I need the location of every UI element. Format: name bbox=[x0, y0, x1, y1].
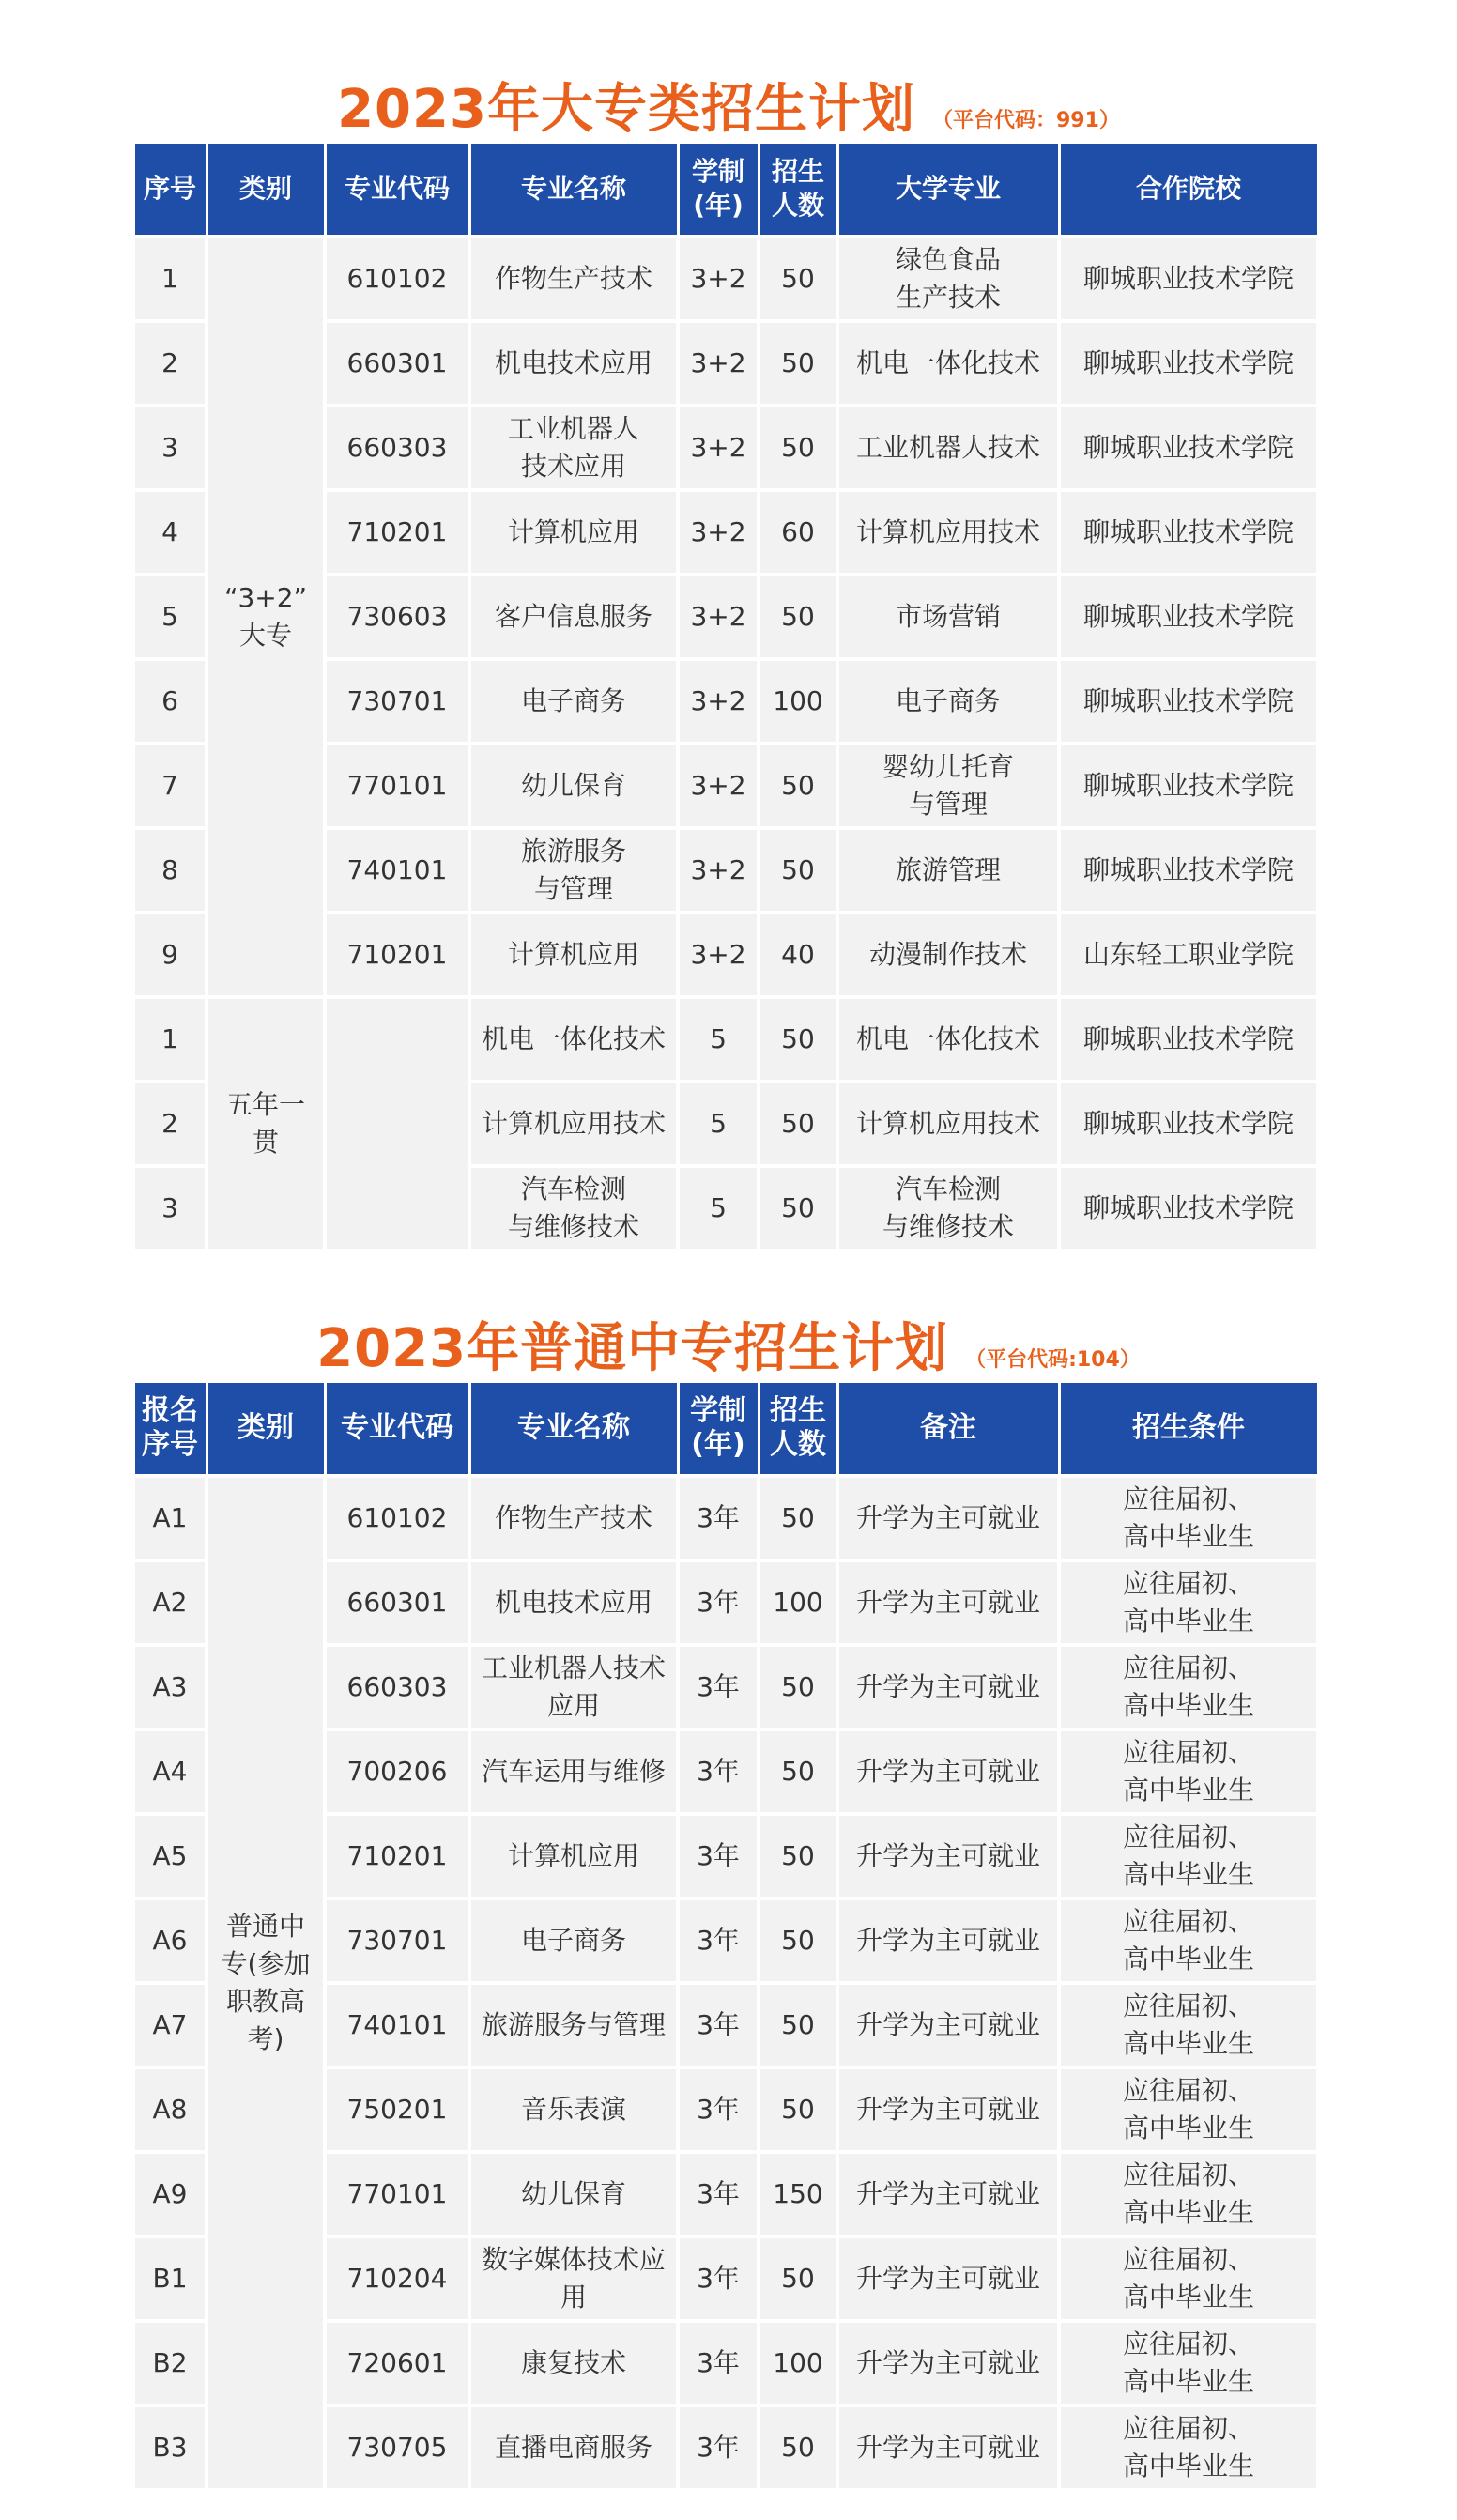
major-code-cell: 610102 bbox=[325, 237, 469, 321]
admission-condition-cell: 应往届初、 高中毕业生 bbox=[1059, 1645, 1318, 1729]
duration-cell: 3+2 bbox=[678, 406, 759, 490]
enrollment-cell: 50 bbox=[759, 1645, 837, 1729]
enrollment-cell: 60 bbox=[759, 490, 837, 575]
duration-cell: 3年 bbox=[678, 1476, 759, 1560]
row-number-cell: A6 bbox=[133, 1898, 207, 1983]
enrollment-cell: 50 bbox=[759, 828, 837, 913]
row-number-cell: 4 bbox=[133, 490, 207, 575]
row-number-cell: 9 bbox=[133, 913, 207, 997]
major-name-cell: 作物生产技术 bbox=[469, 237, 678, 321]
partner-college-cell: 聊城职业技术学院 bbox=[1059, 659, 1318, 744]
row-number-cell: B3 bbox=[133, 2405, 207, 2490]
major-name-cell: 旅游服务与管理 bbox=[469, 1983, 678, 2067]
duration-cell: 3年 bbox=[678, 2405, 759, 2490]
admission-condition-cell: 应往届初、 高中毕业生 bbox=[1059, 1476, 1318, 1560]
partner-college-cell: 聊城职业技术学院 bbox=[1059, 997, 1318, 1082]
major-code-cell: 610102 bbox=[325, 1476, 469, 1560]
header-cell: 序号 bbox=[133, 143, 207, 237]
header-cell: 大学专业 bbox=[837, 143, 1059, 237]
major-name-cell: 汽车检测 与维修技术 bbox=[469, 1166, 678, 1251]
admission-condition-cell: 应往届初、 高中毕业生 bbox=[1059, 1898, 1318, 1983]
header-cell: 专业代码 bbox=[325, 1382, 469, 1476]
duration-cell: 3+2 bbox=[678, 490, 759, 575]
duration-cell: 3+2 bbox=[678, 828, 759, 913]
row-number-cell: A9 bbox=[133, 2152, 207, 2236]
admission-condition-cell: 应往届初、 高中毕业生 bbox=[1059, 2152, 1318, 2236]
header-cell: 学制 (年) bbox=[678, 1382, 759, 1476]
table-header-row bbox=[133, 1382, 1318, 1476]
row-number-cell: 5 bbox=[133, 575, 207, 659]
university-major-cell: 电子商务 bbox=[837, 659, 1059, 744]
enrollment-cell: 40 bbox=[759, 913, 837, 997]
section1-platform-code: （平台代码：991） bbox=[931, 109, 1120, 132]
partner-college-cell: 聊城职业技术学院 bbox=[1059, 1082, 1318, 1166]
duration-cell: 3年 bbox=[678, 2067, 759, 2152]
major-code-cell: 710201 bbox=[325, 490, 469, 575]
major-name-cell: 工业机器人技术 应用 bbox=[469, 1645, 678, 1729]
duration-cell: 3年 bbox=[678, 2152, 759, 2236]
note-cell: 升学为主可就业 bbox=[837, 1560, 1059, 1645]
table-row bbox=[133, 237, 1318, 321]
major-name-cell: 幼儿保育 bbox=[469, 744, 678, 828]
major-name-cell: 计算机应用 bbox=[469, 490, 678, 575]
junior-college-plan-table bbox=[131, 141, 1320, 1252]
category-cell: 普通中 专(参加 职教高 考) bbox=[207, 1476, 325, 2490]
partner-college-cell: 聊城职业技术学院 bbox=[1059, 490, 1318, 575]
enrollment-cell: 50 bbox=[759, 1166, 837, 1251]
row-number-cell: 1 bbox=[133, 237, 207, 321]
partner-college-cell: 聊城职业技术学院 bbox=[1059, 237, 1318, 321]
enrollment-cell: 50 bbox=[759, 744, 837, 828]
major-name-cell: 汽车运用与维修 bbox=[469, 1729, 678, 1814]
major-code-cell: 660303 bbox=[325, 1645, 469, 1729]
major-code-cell: 730701 bbox=[325, 659, 469, 744]
duration-cell: 3+2 bbox=[678, 237, 759, 321]
partner-college-cell: 聊城职业技术学院 bbox=[1059, 744, 1318, 828]
duration-cell: 3年 bbox=[678, 1898, 759, 1983]
partner-college-cell: 聊城职业技术学院 bbox=[1059, 406, 1318, 490]
note-cell: 升学为主可就业 bbox=[837, 2152, 1059, 2236]
admission-condition-cell: 应往届初、 高中毕业生 bbox=[1059, 2405, 1318, 2490]
enrollment-cell: 50 bbox=[759, 321, 837, 406]
duration-cell: 5 bbox=[678, 997, 759, 1082]
university-major-cell: 市场营销 bbox=[837, 575, 1059, 659]
table-header-row bbox=[133, 143, 1318, 237]
header-cell: 专业名称 bbox=[469, 143, 678, 237]
admission-condition-cell: 应往届初、 高中毕业生 bbox=[1059, 2321, 1318, 2405]
duration-cell: 3年 bbox=[678, 1814, 759, 1898]
row-number-cell: 3 bbox=[133, 406, 207, 490]
major-name-cell: 直播电商服务 bbox=[469, 2405, 678, 2490]
header-cell: 合作院校 bbox=[1059, 143, 1318, 237]
university-major-cell: 动漫制作技术 bbox=[837, 913, 1059, 997]
enrollment-cell: 100 bbox=[759, 659, 837, 744]
major-code-cell: 710204 bbox=[325, 2236, 469, 2321]
duration-cell: 3+2 bbox=[678, 321, 759, 406]
row-number-cell: 2 bbox=[133, 321, 207, 406]
header-cell: 招生 人数 bbox=[759, 143, 837, 237]
row-number-cell: 1 bbox=[133, 997, 207, 1082]
enrollment-cell: 100 bbox=[759, 2321, 837, 2405]
major-name-cell: 机电技术应用 bbox=[469, 321, 678, 406]
major-code-cell: 720601 bbox=[325, 2321, 469, 2405]
header-cell: 类别 bbox=[207, 1382, 325, 1476]
major-code-cell: 710201 bbox=[325, 913, 469, 997]
major-code-cell bbox=[325, 997, 469, 1251]
row-number-cell: A8 bbox=[133, 2067, 207, 2152]
major-name-cell: 工业机器人 技术应用 bbox=[469, 406, 678, 490]
header-cell: 招生 人数 bbox=[759, 1382, 837, 1476]
table-row bbox=[133, 997, 1318, 1082]
note-cell: 升学为主可就业 bbox=[837, 1814, 1059, 1898]
university-major-cell: 计算机应用技术 bbox=[837, 490, 1059, 575]
duration-cell: 3+2 bbox=[678, 744, 759, 828]
major-name-cell: 计算机应用技术 bbox=[469, 1082, 678, 1166]
partner-college-cell: 聊城职业技术学院 bbox=[1059, 828, 1318, 913]
category-cell: 五年一 贯 bbox=[207, 997, 325, 1251]
note-cell: 升学为主可就业 bbox=[837, 1476, 1059, 1560]
major-name-cell: 音乐表演 bbox=[469, 2067, 678, 2152]
admission-condition-cell: 应往届初、 高中毕业生 bbox=[1059, 1729, 1318, 1814]
university-major-cell: 机电一体化技术 bbox=[837, 321, 1059, 406]
duration-cell: 3年 bbox=[678, 2236, 759, 2321]
major-code-cell: 660303 bbox=[325, 406, 469, 490]
university-major-cell: 婴幼儿托育 与管理 bbox=[837, 744, 1059, 828]
row-number-cell: A2 bbox=[133, 1560, 207, 1645]
note-cell: 升学为主可就业 bbox=[837, 1898, 1059, 1983]
section2-title-text: 2023年普通中专招生计划 bbox=[316, 1318, 949, 1379]
admission-condition-cell: 应往届初、 高中毕业生 bbox=[1059, 2236, 1318, 2321]
note-cell: 升学为主可就业 bbox=[837, 2321, 1059, 2405]
major-name-cell: 康复技术 bbox=[469, 2321, 678, 2405]
enrollment-cell: 50 bbox=[759, 2236, 837, 2321]
university-major-cell: 旅游管理 bbox=[837, 828, 1059, 913]
enrollment-cell: 50 bbox=[759, 1082, 837, 1166]
major-name-cell: 数字媒体技术应 用 bbox=[469, 2236, 678, 2321]
section1-title-text: 2023年大专类招生计划 bbox=[337, 79, 915, 140]
enrollment-cell: 100 bbox=[759, 1560, 837, 1645]
note-cell: 升学为主可就业 bbox=[837, 2067, 1059, 2152]
row-number-cell: A5 bbox=[133, 1814, 207, 1898]
row-number-cell: 2 bbox=[133, 1082, 207, 1166]
header-cell: 类别 bbox=[207, 143, 325, 237]
partner-college-cell: 聊城职业技术学院 bbox=[1059, 321, 1318, 406]
enrollment-cell: 50 bbox=[759, 237, 837, 321]
enrollment-cell: 50 bbox=[759, 2405, 837, 2490]
duration-cell: 5 bbox=[678, 1166, 759, 1251]
row-number-cell: B2 bbox=[133, 2321, 207, 2405]
header-cell: 备注 bbox=[837, 1382, 1059, 1476]
duration-cell: 3年 bbox=[678, 1983, 759, 2067]
duration-cell: 3年 bbox=[678, 1645, 759, 1729]
duration-cell: 3年 bbox=[678, 2321, 759, 2405]
duration-cell: 3+2 bbox=[678, 575, 759, 659]
university-major-cell: 汽车检测 与维修技术 bbox=[837, 1166, 1059, 1251]
duration-cell: 3+2 bbox=[678, 913, 759, 997]
secondary-school-plan-table bbox=[131, 1380, 1320, 2492]
header-cell: 专业代码 bbox=[325, 143, 469, 237]
row-number-cell: 3 bbox=[133, 1166, 207, 1251]
row-number-cell: B1 bbox=[133, 2236, 207, 2321]
category-cell: “3+2” 大专 bbox=[207, 237, 325, 997]
major-code-cell: 660301 bbox=[325, 1560, 469, 1645]
major-code-cell: 730603 bbox=[325, 575, 469, 659]
row-number-cell: A1 bbox=[133, 1476, 207, 1560]
major-name-cell: 计算机应用 bbox=[469, 1814, 678, 1898]
header-cell: 报名 序号 bbox=[133, 1382, 207, 1476]
major-name-cell: 电子商务 bbox=[469, 1898, 678, 1983]
admission-condition-cell: 应往届初、 高中毕业生 bbox=[1059, 1983, 1318, 2067]
section1-title bbox=[0, 68, 1457, 143]
partner-college-cell: 聊城职业技术学院 bbox=[1059, 1166, 1318, 1251]
section2-platform-code: （平台代码:104） bbox=[965, 1348, 1141, 1372]
partner-college-cell: 聊城职业技术学院 bbox=[1059, 575, 1318, 659]
header-cell: 专业名称 bbox=[469, 1382, 678, 1476]
duration-cell: 5 bbox=[678, 1082, 759, 1166]
note-cell: 升学为主可就业 bbox=[837, 2405, 1059, 2490]
row-number-cell: 6 bbox=[133, 659, 207, 744]
duration-cell: 3年 bbox=[678, 1560, 759, 1645]
enrollment-cell: 50 bbox=[759, 1476, 837, 1560]
partner-college-cell: 山东轻工职业学院 bbox=[1059, 913, 1318, 997]
admission-condition-cell: 应往届初、 高中毕业生 bbox=[1059, 2067, 1318, 2152]
enrollment-cell: 50 bbox=[759, 1814, 837, 1898]
university-major-cell: 工业机器人技术 bbox=[837, 406, 1059, 490]
row-number-cell: A3 bbox=[133, 1645, 207, 1729]
major-code-cell: 730701 bbox=[325, 1898, 469, 1983]
major-code-cell: 750201 bbox=[325, 2067, 469, 2152]
major-code-cell: 700206 bbox=[325, 1729, 469, 1814]
university-major-cell: 绿色食品 生产技术 bbox=[837, 237, 1059, 321]
major-code-cell: 770101 bbox=[325, 2152, 469, 2236]
enrollment-cell: 50 bbox=[759, 575, 837, 659]
major-name-cell: 客户信息服务 bbox=[469, 575, 678, 659]
note-cell: 升学为主可就业 bbox=[837, 1983, 1059, 2067]
enrollment-cell: 50 bbox=[759, 2067, 837, 2152]
major-code-cell: 730705 bbox=[325, 2405, 469, 2490]
major-code-cell: 740101 bbox=[325, 1983, 469, 2067]
enrollment-cell: 150 bbox=[759, 2152, 837, 2236]
major-name-cell: 计算机应用 bbox=[469, 913, 678, 997]
university-major-cell: 计算机应用技术 bbox=[837, 1082, 1059, 1166]
major-name-cell: 机电技术应用 bbox=[469, 1560, 678, 1645]
university-major-cell: 机电一体化技术 bbox=[837, 997, 1059, 1082]
note-cell: 升学为主可就业 bbox=[837, 1645, 1059, 1729]
note-cell: 升学为主可就业 bbox=[837, 2236, 1059, 2321]
major-name-cell: 作物生产技术 bbox=[469, 1476, 678, 1560]
major-code-cell: 710201 bbox=[325, 1814, 469, 1898]
row-number-cell: 8 bbox=[133, 828, 207, 913]
major-name-cell: 旅游服务 与管理 bbox=[469, 828, 678, 913]
major-name-cell: 机电一体化技术 bbox=[469, 997, 678, 1082]
duration-cell: 3+2 bbox=[678, 659, 759, 744]
major-name-cell: 电子商务 bbox=[469, 659, 678, 744]
enrollment-cell: 50 bbox=[759, 1898, 837, 1983]
header-cell: 招生条件 bbox=[1059, 1382, 1318, 1476]
major-code-cell: 770101 bbox=[325, 744, 469, 828]
enrollment-cell: 50 bbox=[759, 997, 837, 1082]
row-number-cell: 7 bbox=[133, 744, 207, 828]
row-number-cell: A4 bbox=[133, 1729, 207, 1814]
enrollment-cell: 50 bbox=[759, 1983, 837, 2067]
section2-title bbox=[0, 1307, 1457, 1382]
row-number-cell: A7 bbox=[133, 1983, 207, 2067]
note-cell: 升学为主可就业 bbox=[837, 1729, 1059, 1814]
enrollment-cell: 50 bbox=[759, 1729, 837, 1814]
major-code-cell: 660301 bbox=[325, 321, 469, 406]
header-cell: 学制 (年) bbox=[678, 143, 759, 237]
admission-condition-cell: 应往届初、 高中毕业生 bbox=[1059, 1814, 1318, 1898]
table-row bbox=[133, 1476, 1318, 1560]
major-name-cell: 幼儿保育 bbox=[469, 2152, 678, 2236]
enrollment-cell: 50 bbox=[759, 406, 837, 490]
duration-cell: 3年 bbox=[678, 1729, 759, 1814]
admission-condition-cell: 应往届初、 高中毕业生 bbox=[1059, 1560, 1318, 1645]
major-code-cell: 740101 bbox=[325, 828, 469, 913]
